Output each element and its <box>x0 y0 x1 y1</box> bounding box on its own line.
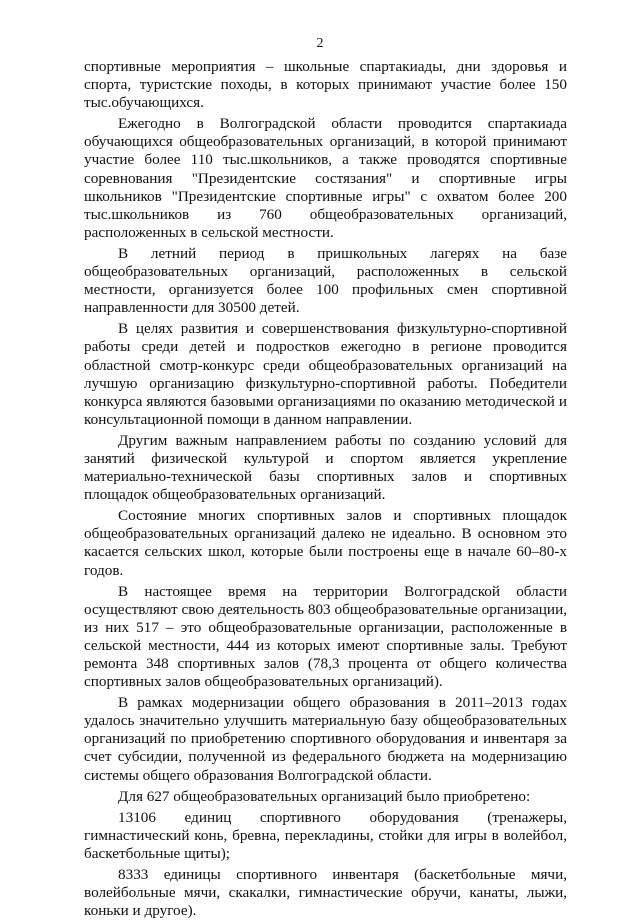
paragraph-2: Ежегодно в Волгоградской области проводится спартакиада обучающихся общеобразовательных организаций, в которой принимают участие более 110 тыс.школьников, а также проводятся спортивные соревнования "Президентские состязания" и спортивные игры школьников "Президентские спортивные игры" с охватом более 200 тыс.школьников из 760 общеобразовательных организаций, расположенных в сельской местности. <box>84 115 567 241</box>
paragraph-5: Другим важным направлением работы по созданию условий для занятий физической культурой и спортом является укрепление материально-технической базы спортивных залов и спортивных площадок общеобразовательных организаций. <box>84 431 567 504</box>
paragraph-6: Состояние многих спортивных залов и спортивных площадок общеобразовательных организаций далеко не идеально. В основном это касается сельских школ, которые были построены еще в начале 60–80-х годов. <box>84 507 567 579</box>
paragraph-4: В целях развития и совершенствования физкультурно-спортивной работы среди детей и подростков ежегодно в регионе проводится областной смотр-конкурс среди общеобразовательных организаций на лучшую организацию физкультурно-спортивной работы. Победители конкурса являются базовыми организациями по оказанию методической и консультационной помощи в данном направлении. <box>84 320 567 428</box>
document-body <box>84 58 567 923</box>
paragraph-8: В рамках модернизации общего образования в 2011–2013 годах удалось значительно улучшить материальную базу общеобразовательных организаций по приобретению спортивного оборудования и инвентаря за счет субсидии, полученной из федерального бюджета на модернизацию системы общего образования Волгоградской области. <box>84 694 567 784</box>
paragraph-9: Для 627 общеобразовательных организаций было приобретено: <box>118 787 531 805</box>
paragraph-3: В летний период в пришкольных лагерях на базе общеобразовательных организаций, расположенных в сельской местности, организуется более 100 профильных смен спортивной направленности для 30500 детей. <box>84 244 567 317</box>
paragraph-11: 8333 единицы спортивного инвентаря (баскетбольные мячи, волейбольные мячи, скакалки, гимнастические обручи, канаты, лыжи, коньки и другое). <box>84 866 567 920</box>
paragraph-10: 13106 единиц спортивного оборудования (тренажеры, гимнастический конь, бревна, перекладины, стойки для игры в волейбол, баскетбольные щиты); <box>84 808 567 862</box>
paragraph-7: В настоящее время на территории Волгоградской области осуществляют свою деятельность 803 общеобразовательные организации, из них 517 – это общеобразовательные организации, расположенные в сельской местности, 444 из которых имеют спортивные залы. Требуют ремонта 348 спортивных залов (78,3 процента от общего количества спортивных залов общеобразовательных организаций). <box>84 582 567 691</box>
page-number: 2 <box>316 36 324 51</box>
paragraph-1: спортивные мероприятия – школьные спартакиады, дни здоровья и спорта, туристские походы, в которых принимают участие более 150 тыс.обучающихся. <box>84 58 567 112</box>
